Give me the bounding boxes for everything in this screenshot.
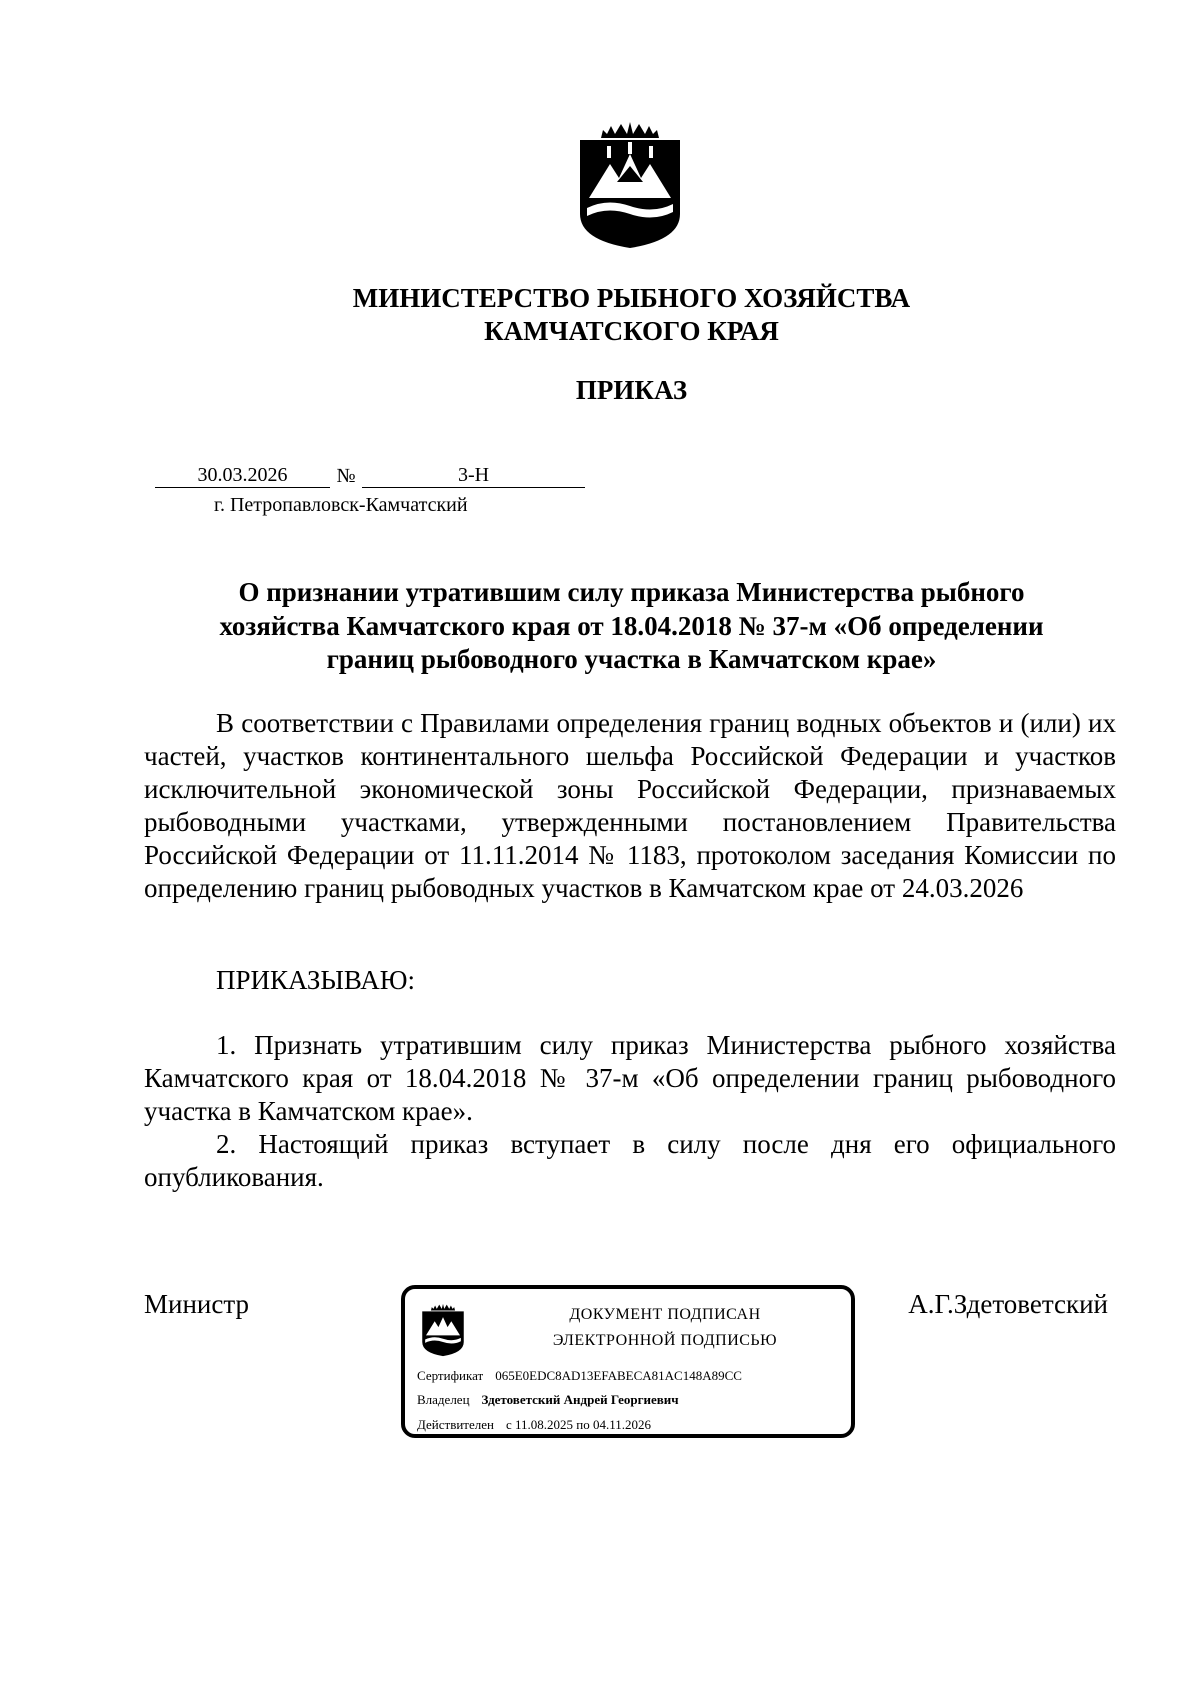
ministry-name-line-2: КАМЧАТСКОГО КРАЯ	[484, 316, 779, 346]
electronic-signature-stamp	[401, 1285, 855, 1438]
coat-of-arms-emblem	[577, 122, 683, 248]
owner-value: Здетоветский Андрей Георгиевич	[481, 1392, 679, 1407]
subject-line-2: хозяйства Камчатского края от 18.04.2018 № 37-м «Об определении	[219, 611, 1044, 641]
order-item-1: 1. Признать утратившим силу приказ Министерства рыбного хозяйства Камчатского края от 18.04.2018 № 37-м «Об определении границ рыбоводного участка в Камчатском крае».	[144, 1030, 1116, 1126]
order-date: 30.03.2026	[155, 463, 330, 488]
stamp-heading-line-2: ЭЛЕКТРОННОЙ ПОДПИСЬЮ	[552, 1332, 778, 1349]
stamp-heading-line-1: ДОКУМЕНТ ПОДПИСАН	[569, 1306, 761, 1323]
signer-position: Министр	[144, 1289, 249, 1319]
validity-value: с 11.08.2025 по 04.11.2026	[505, 1417, 651, 1432]
subject-line-3: границ рыбоводного участка в Камчатском крае»	[326, 644, 937, 674]
validity-label: Действителен	[417, 1417, 494, 1432]
certificate-label: Сертификат	[417, 1368, 484, 1383]
stamp-owner-row	[417, 1391, 679, 1409]
certificate-value: 065E0EDC8AD13EFABECA81AC148A89CC	[495, 1368, 742, 1383]
subject-line-1: О признании утратившим силу приказа Министерства рыбного	[238, 577, 1025, 607]
stamp-certificate-row	[417, 1367, 742, 1385]
owner-label: Владелец	[417, 1392, 470, 1407]
signer-name: А.Г.Здетоветский	[908, 1289, 1108, 1319]
order-number: 3-Н	[362, 463, 585, 488]
preamble-paragraph: В соответствии с Правилами определения границ водных объектов и (или) их частей, участков континентального шельфа Российской Федерации и участков исключительной экономической зоны Российской Федерации, признаваемых рыбоводными участками, утвержденными постановлением Правительства Российской Федерации от 11.11.2014 № 1183, протоколом заседания Комиссии по определению границ рыбоводных участков в Камчатском крае от 24.03.2026	[144, 708, 1116, 903]
stamp-emblem-icon	[421, 1302, 465, 1358]
document-type-title: ПРИКАЗ	[575, 375, 688, 405]
stamp-validity-row	[417, 1416, 651, 1434]
number-sign: №	[336, 465, 356, 487]
city-of-issue: г. Петропавловск-Камчатский	[214, 494, 468, 516]
ministry-name-line-1: МИНИСТЕРСТВО РЫБНОГО ХОЗЯЙСТВА	[352, 283, 911, 313]
date-number-row	[155, 462, 585, 488]
order-word: ПРИКАЗЫВАЮ:	[216, 965, 415, 995]
order-item-2: 2. Настоящий приказ вступает в силу после дня его официального опубликования.	[144, 1129, 1116, 1192]
